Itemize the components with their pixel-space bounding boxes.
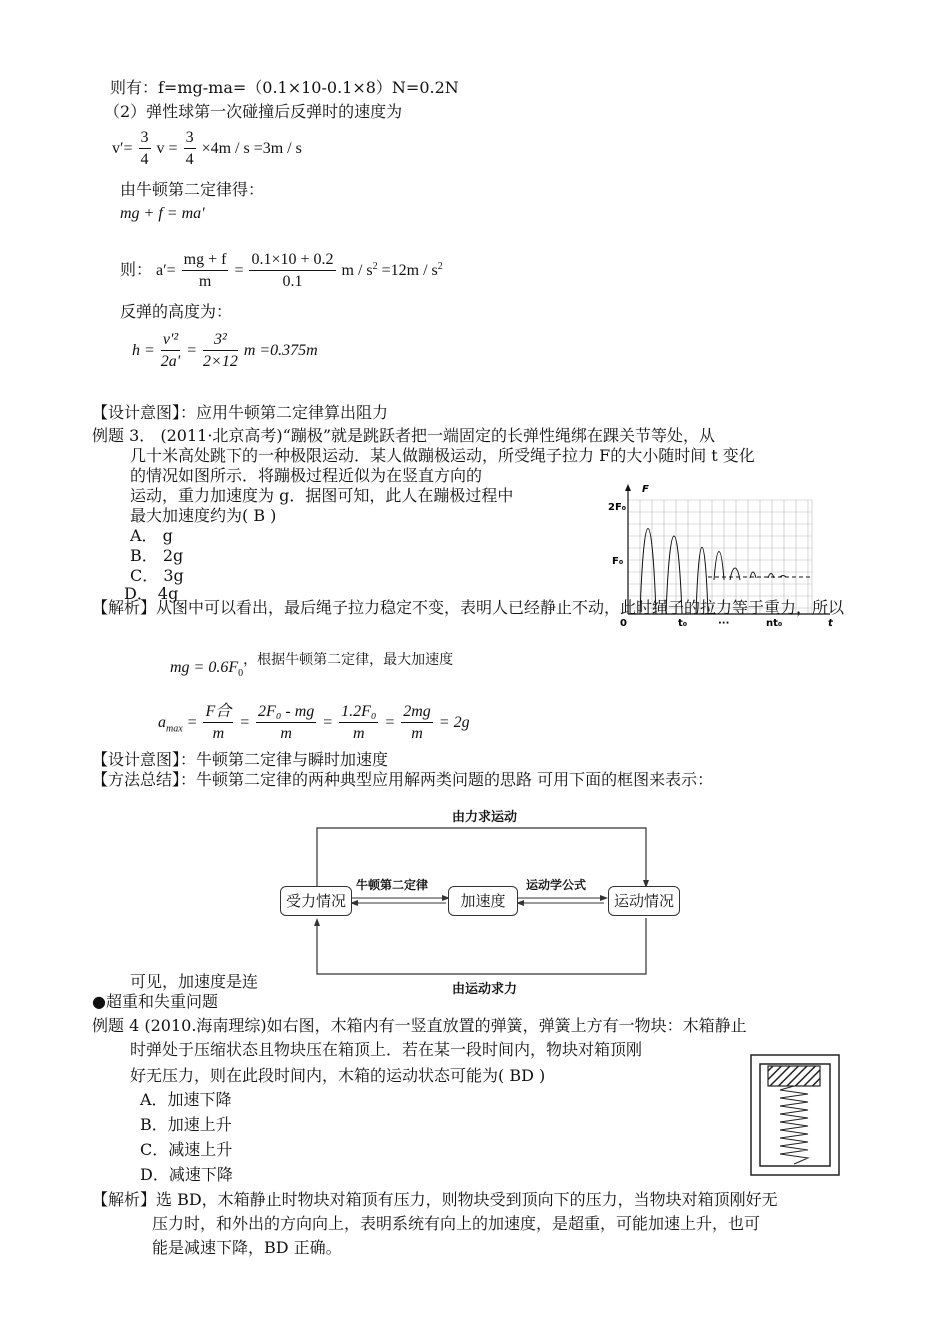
method-summary: 【方法总结】：牛顿第二定律的两种典型应用解两类问题的思路 可用下面的框图来表示： [92,770,714,789]
text-line: 几十米高处跳下的一种极限运动．某人做蹦极运动，所受绳子拉力 F的大小随时间 t 变化 [130,446,755,465]
flow-box-motion: 运动情况 [608,886,680,916]
text-line: 由牛顿第二定律得： [120,180,265,199]
text-line: 最大加速度约为( B ) [130,506,277,525]
graph-y-label: F [642,484,649,495]
text-line: 例题 3． (2011·北京高考)“蹦极”就是跳跃者把一端固定的长弹性绳绑在踝关节等处，从 [92,426,716,445]
option-b: B． 2g [130,546,184,565]
analysis-text: 能是减速下降，BD 正确。 [152,1238,342,1257]
text-line: 时弹处于压缩状态且物块压在箱顶上．若在某一段时间内，物块对箱顶刚 [130,1040,643,1059]
analysis-text: 压力时，和外出的方向向上，表明系统有向上的加速度，是超重，可能加速上升，也可 [152,1214,761,1233]
graph-x-label: t [828,618,833,629]
velocity-equation: v′= $\frac{3}{4}$ v = $\frac{3}{4}$ ×4m / s =3m / s [112,129,302,168]
graph-tick-2f0: 2F₀ [608,502,627,513]
option-a: A． g [130,526,173,545]
text-line: （2）弹性球第一次碰撞后反弹时的速度为 [104,102,403,121]
design-intent: 【设计意图】：牛顿第二定律与瞬时加速度 [92,750,389,769]
text-line: 则有：f=mg-ma=（0.1×10-0.1×8）N=0.2N [110,78,459,97]
option-d: D．减速下降 [140,1165,233,1184]
option-c: C． 3g [130,566,184,585]
graph-tick-dots: ··· [718,618,730,629]
option-d: D． 4g [124,584,179,603]
text-line: 好无压力，则在此段时间内，木箱的运动状态可能为( BD ) [130,1066,546,1085]
flow-bottom-label: 由运动求力 [452,982,518,997]
graph-origin: 0 [620,618,627,629]
text-line: 运动，重力加速度为 g．据图可知，此人在蹦极过程中 [130,486,514,505]
text-line: 可见，加速度是连 [130,972,259,991]
analysis-text: 【解析】从图中可以看出，最后绳子拉力稳定不变，表明人已经静止不动，此时绳子的拉力等于重力，所以 [92,598,845,617]
flow-arrow-label-kinematics: 运动学公式 [526,878,587,892]
option-a: A．加速下降 [140,1090,232,1109]
graph-tick-t0: t₀ [678,618,688,629]
option-b: B．加速上升 [140,1115,232,1134]
height-equation: h = $\frac{\text{v'²}}{2a'}$ = $\frac{\text{3²}}{2\times 12}$ m =0.375m [132,331,318,370]
mg-equation: mg = $0.6F_0$，根据牛顿第二定律，最大加速度 [170,652,454,680]
flow-top-label: 由力求运动 [452,810,518,825]
flow-box-force: 受力情况 [280,886,352,916]
text-line: 的情况如图所示．将蹦极过程近似为在竖直方向的 [130,466,483,485]
spring-box-figure [750,1054,840,1176]
analysis-text: 【解析】选 BD，木箱静止时物块对箱顶有压力，则物块受到顶向下的压力，当物块对箱顶刚好无 [92,1190,778,1209]
force-equation: mg + f = ma' [120,205,205,222]
max-acceleration-equation: $a_{max}$ = $\frac{\text{F合}}{m}$ = $\frac{\text{2F₀ - mg}}{m}$ = $\frac{\text{1.2F₀}}{m}$ = $\frac{2mg}{m}$ = 2g [158,703,470,742]
design-intent: 【设计意图】：应用牛顿第二定律算出阻力 [92,403,389,422]
flow-box-acceleration: 加速度 [448,886,518,916]
acceleration-equation: 则： a′= $\frac{mg + f}{m}$ = $\frac{0.1\times 10 + 0.2}{0.1}$ $m / s^2 =12m / s^2$ [120,251,443,290]
graph-tick-f0: F₀ [612,556,624,567]
graph-tick-nt0: nt₀ [766,618,783,629]
flow-arrow-label-newton: 牛顿第二定律 [356,878,429,892]
text-line: 例题 4 (2010.海南理综)如右图，木箱内有一竖直放置的弹簧，弹簧上方有一物块：木箱静止 [92,1016,747,1035]
option-c: C．减速上升 [140,1140,233,1159]
text-line: 反弹的高度为： [120,302,233,321]
section-heading: ●超重和失重问题 [92,992,218,1011]
